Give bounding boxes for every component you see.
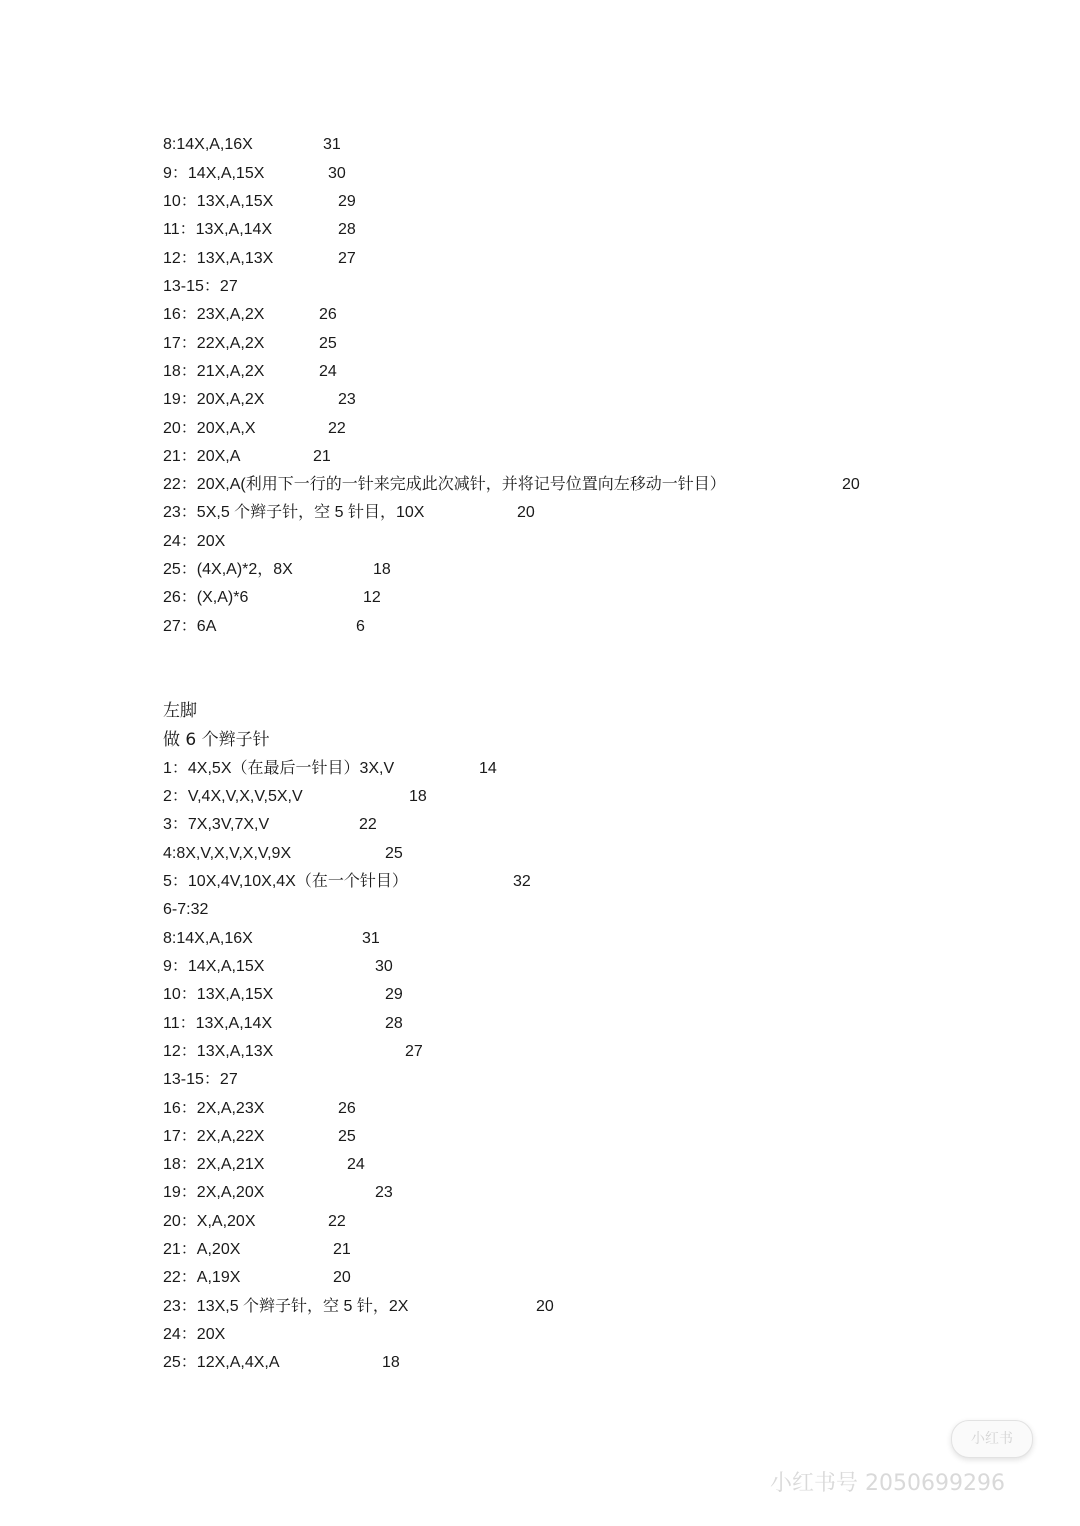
row-instruction: 5：10X,4V,10X,4X（在一个针目） xyxy=(163,873,408,890)
stitch-count: 21 xyxy=(333,1241,351,1258)
row-instruction: 18：2X,A,21X xyxy=(163,1156,265,1173)
stitch-count: 12 xyxy=(363,589,381,606)
row-instruction: 25：12X,A,4X,A xyxy=(163,1354,280,1371)
stitch-count: 27 xyxy=(338,250,356,267)
watermark-id-text: 小红书号 2050699296 xyxy=(770,1471,1005,1496)
row-instruction: 16：2X,A,23X xyxy=(163,1100,265,1117)
stitch-count: 26 xyxy=(338,1100,356,1117)
row-instruction: 3：7X,3V,7X,V xyxy=(163,816,270,833)
stitch-count: 22 xyxy=(328,1213,346,1230)
stitch-count: 25 xyxy=(319,335,337,352)
row-instruction: 2：V,4X,V,X,V,5X,V xyxy=(163,788,303,805)
row-instruction: 17：22X,A,2X xyxy=(163,335,265,352)
stitch-count: 26 xyxy=(319,306,337,323)
stitch-count: 23 xyxy=(375,1184,393,1201)
row-instruction: 4:8X,V,X,V,X,V,9X xyxy=(163,845,292,862)
stitch-count: 29 xyxy=(385,986,403,1003)
row-instruction: 19：2X,A,20X xyxy=(163,1184,265,1201)
row-instruction: 16：23X,A,2X xyxy=(163,306,265,323)
stitch-count: 22 xyxy=(328,420,346,437)
row-instruction: 13-15：27 xyxy=(163,278,238,295)
row-instruction: 9：14X,A,15X xyxy=(163,958,265,975)
stitch-count: 20 xyxy=(333,1269,351,1286)
stitch-count: 14 xyxy=(479,760,497,777)
row-instruction: 22：20X,A(利用下一行的一针来完成此次减针，并将记号位置向左移动一针目） xyxy=(163,476,726,493)
row-instruction: 27：6A xyxy=(163,618,217,635)
stitch-count: 30 xyxy=(328,165,346,182)
stitch-count: 32 xyxy=(513,873,531,890)
stitch-count: 21 xyxy=(313,448,331,465)
row-instruction: 10：13X,A,15X xyxy=(163,986,274,1003)
stitch-count: 25 xyxy=(338,1128,356,1145)
stitch-count: 29 xyxy=(338,193,356,210)
stitch-count: 28 xyxy=(385,1015,403,1032)
stitch-count: 25 xyxy=(385,845,403,862)
row-instruction: 21：20X,A xyxy=(163,448,241,465)
row-instruction: 21：A,20X xyxy=(163,1241,241,1258)
stitch-count: 18 xyxy=(409,788,427,805)
row-instruction: 24：20X xyxy=(163,1326,226,1343)
row-instruction: 11：13X,A,14X xyxy=(163,221,273,238)
stitch-count: 6 xyxy=(356,618,365,635)
row-instruction: 13-15：27 xyxy=(163,1071,238,1088)
row-instruction: 8:14X,A,16X xyxy=(163,930,253,947)
stitch-count: 31 xyxy=(362,930,380,947)
row-instruction: 1：4X,5X（在最后一针目）3X,V xyxy=(163,760,395,777)
row-instruction: 23：13X,5 个辫子针，空 5 针，2X xyxy=(163,1298,409,1315)
row-instruction: 18：21X,A,2X xyxy=(163,363,265,380)
row-instruction: 8:14X,A,16X xyxy=(163,136,253,153)
stitch-count: 20 xyxy=(536,1298,554,1315)
stitch-count: 18 xyxy=(373,561,391,578)
row-instruction: 10：13X,A,15X xyxy=(163,193,274,210)
row-instruction: 6-7:32 xyxy=(163,901,209,918)
row-instruction: 23：5X,5 个辫子针，空 5 针目，10X xyxy=(163,504,425,521)
section-title: 左脚 xyxy=(163,701,197,721)
row-instruction: 12：13X,A,13X xyxy=(163,250,274,267)
stitch-count: 24 xyxy=(347,1156,365,1173)
stitch-count: 23 xyxy=(338,391,356,408)
watermark-logo: 小红书 xyxy=(951,1420,1033,1458)
stitch-count: 28 xyxy=(338,221,356,238)
stitch-count: 31 xyxy=(323,136,341,153)
row-instruction: 9：14X,A,15X xyxy=(163,165,265,182)
stitch-count: 20 xyxy=(842,476,860,493)
stitch-count: 22 xyxy=(359,816,377,833)
stitch-count: 20 xyxy=(517,504,535,521)
row-instruction: 19：20X,A,2X xyxy=(163,391,265,408)
stitch-count: 30 xyxy=(375,958,393,975)
row-instruction: 11：13X,A,14X xyxy=(163,1015,273,1032)
row-instruction: 24：20X xyxy=(163,533,226,550)
row-instruction: 20：X,A,20X xyxy=(163,1213,256,1230)
row-instruction: 20：20X,A,X xyxy=(163,420,256,437)
stitch-count: 18 xyxy=(382,1354,400,1371)
row-instruction: 12：13X,A,13X xyxy=(163,1043,274,1060)
row-instruction: 17：2X,A,22X xyxy=(163,1128,265,1145)
section-subtitle: 做 6 个辫子针 xyxy=(163,730,270,750)
row-instruction: 26：(X,A)*6 xyxy=(163,589,249,606)
row-instruction: 25：(4X,A)*2，8X xyxy=(163,561,293,578)
stitch-count: 27 xyxy=(405,1043,423,1060)
stitch-count: 24 xyxy=(319,363,337,380)
row-instruction: 22：A,19X xyxy=(163,1269,241,1286)
